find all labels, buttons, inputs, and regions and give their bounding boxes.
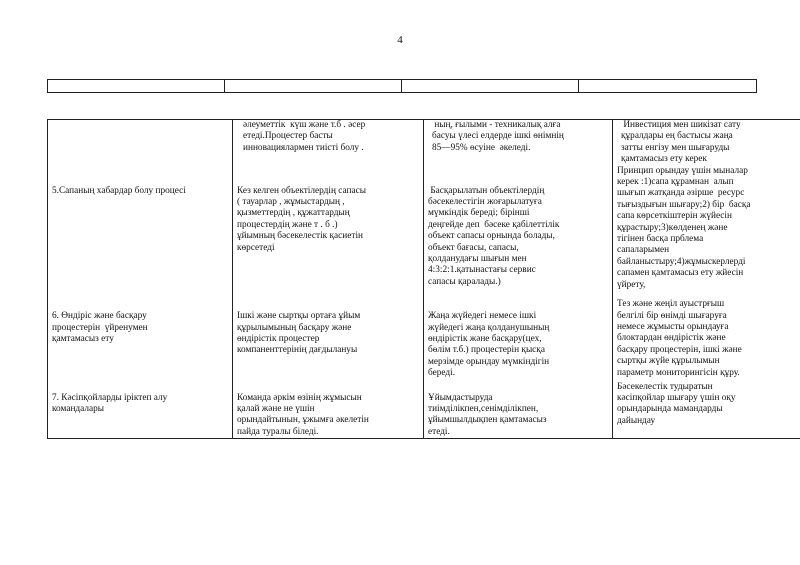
- cell-text-line: Бәсекелестік тудыратын: [617, 381, 713, 392]
- table-cell: [48, 166, 233, 291]
- cell-text-line: Ішкі және сыртқы ортаға ұйым: [237, 311, 361, 322]
- cell-text-line: құралдары ең бастысы жаңа: [621, 131, 733, 142]
- cell-text-line: объект сапасы орнында болады,: [428, 231, 555, 242]
- cell-text-line: жүйедегі жаңа қолданушының: [428, 322, 550, 333]
- cell-text-line: объект бағасы, сапасы,: [428, 242, 519, 253]
- cell-text-line: дайындау: [617, 415, 656, 426]
- cell-text-line: Жаңа жүйедегі немесе ішкі: [428, 311, 537, 322]
- cell-text-line: пайда туралы біледі.: [237, 426, 319, 437]
- table-row: [48, 120, 800, 166]
- table-cell: [613, 380, 800, 439]
- cell-text-line: Тез және жеңіл ауыстрғыш: [617, 299, 725, 310]
- cell-text-line: басуы үлесі елдерде ішкі өнімнің: [432, 131, 564, 142]
- cell-text-line: орындайтынын, ұжымға әкелетін: [237, 415, 369, 426]
- cell-text-line: өндірістік процестер: [237, 333, 320, 344]
- table-cell: [424, 380, 613, 439]
- cell-text-line: командалары: [52, 403, 105, 414]
- content-table: [47, 119, 800, 439]
- cell-text-line: тығыздығын шығару;2) бір басқа: [617, 199, 751, 210]
- cell-text-line: шығып жатқанда әзірше ресурс: [617, 188, 745, 199]
- cell-text-line: қамтамасыз ету керек: [621, 154, 707, 165]
- table-cell: [233, 380, 424, 439]
- cell-text-line: немесе жұмысты орындауға: [617, 321, 729, 332]
- cell-text-line: Инвестиция мен шикізат сату: [621, 120, 741, 130]
- cell-text-line: бөлім т.б.) процестерін қысқа: [428, 345, 545, 356]
- cell-text-line: тігінен басқа прблема: [617, 234, 704, 245]
- table-cell: [233, 120, 424, 166]
- cell-text-line: қолданудағы шығын мен: [428, 254, 527, 265]
- table-cell: [613, 120, 800, 166]
- cell-text-line: параметр мониторингісін құру.: [617, 367, 740, 378]
- table-cell: [424, 291, 613, 379]
- cell-text-line: етеді.: [428, 426, 450, 437]
- cell-text-line: өндірістік және басқару(цех,: [428, 333, 542, 344]
- cell-text-line: деңгейде деп бәсеке қабілеттілік: [428, 219, 560, 230]
- cell-text-line: мүмкіндік береді; бірінші: [428, 208, 530, 219]
- header-cell: [402, 80, 579, 93]
- cell-text-line: Ұйымдастыруда: [428, 392, 493, 403]
- cell-text-line: белгілі бір өнімді шығаруға: [617, 310, 727, 321]
- cell-text-line: ( тауарлар , жұмыстардың ,: [237, 197, 345, 208]
- cell-text-line: компаненттерінің дағдылануы: [237, 345, 358, 356]
- cell-text-line: әлеуметтік күш және т.б . әсер: [243, 120, 366, 130]
- header-cell: [48, 80, 225, 93]
- cell-text-line: 4:3:2:1.қатынастағы сервис: [428, 265, 536, 276]
- table-cell: [613, 166, 800, 291]
- cell-text-line: тиімділікпен,сенімділікпен,: [428, 403, 539, 414]
- cell-text-line: басқару процестерін, ішкі және: [617, 344, 742, 355]
- cell-text-line: Команда әркім өзінің жұмысын: [237, 392, 362, 403]
- cell-text-line: Кез келген объектілердің сапасы: [237, 185, 366, 196]
- cell-text-line: сапамен қамтамасыз ету жйесін: [617, 268, 744, 279]
- cell-text-line: Принцип орындау үшін мыналар: [617, 165, 748, 176]
- cell-text-line: орындарында мамандарды: [617, 404, 723, 415]
- table-cell: [613, 291, 800, 379]
- cell-text-line: байланыстыру;4)жұмыскерлерді: [617, 256, 746, 267]
- table-row: [48, 291, 800, 379]
- cell-text-line: етеді.Процестер басты: [243, 131, 333, 142]
- cell-text-line: қамтамасыз ету: [52, 333, 114, 344]
- cell-text-line: қызметтердің , құжаттардың: [237, 208, 350, 219]
- page-number: 4: [397, 34, 403, 46]
- cell-text-line: сыртқы жүйе құрылымын: [617, 356, 720, 367]
- cell-text-line: бәсекелестігін жоғарылатуға: [428, 197, 542, 208]
- header-cell: [579, 80, 757, 93]
- cell-text-line: 7. Кәсіпқойларды іріктеп алу: [52, 392, 168, 403]
- cell-text-line: береді.: [428, 368, 456, 379]
- header-cell: [225, 80, 402, 93]
- table-cell: [48, 120, 233, 166]
- cell-text-line: ұйымшылдықпен қамтамасыз: [428, 415, 547, 426]
- cell-text-line: құрастыру;3)көлденең және: [617, 222, 728, 233]
- cell-text-line: процестерін үйренумен: [52, 322, 148, 333]
- cell-text-line: сапа көрсеткіштерін жүйесін: [617, 211, 732, 222]
- table-row: [48, 380, 800, 439]
- table-row: [48, 166, 800, 291]
- cell-text-line: процестердің және т . б .): [237, 219, 338, 230]
- cell-text-line: ұйымның бәсекелестік қасиетін: [237, 231, 364, 242]
- table-cell: [48, 291, 233, 379]
- cell-text-line: мерзімде орындау мүмкіндігін: [428, 356, 550, 367]
- table-cell: [233, 166, 424, 291]
- cell-text-line: керек :1)сапа құрамнан алып: [617, 177, 734, 188]
- cell-text-line: блоктардан өндірістік және: [617, 333, 726, 344]
- cell-text-line: құрылымының басқару және: [237, 322, 352, 333]
- cell-text-line: 6. Өндіріс және басқару: [52, 311, 147, 322]
- cell-text-line: затты енгізу мен шығаруды: [621, 142, 730, 153]
- cell-text-line: үйрету,: [617, 279, 646, 290]
- cell-text-line: көрсетеді: [237, 242, 275, 253]
- cell-text-line: инновациялармен тиісті болу .: [243, 142, 364, 153]
- table-cell: [48, 380, 233, 439]
- table-cell: [233, 291, 424, 379]
- cell-text-line: сапаларымен: [617, 245, 670, 256]
- table-cell: [424, 120, 613, 166]
- cell-text-line: 5.Сапаның хабардар болу процесі: [52, 185, 186, 196]
- cell-text-line: қалай және не үшін: [237, 403, 315, 414]
- header-table: [47, 79, 757, 93]
- cell-text-line: Басқарылатын объектілердің: [428, 185, 545, 196]
- cell-text-line: сапасы қаралады.): [428, 276, 501, 287]
- table-cell: [424, 166, 613, 291]
- cell-text-line: 85—95% өсуіне әкеледі.: [432, 142, 531, 153]
- cell-text-line: ның, ғылыми - техникалық алға: [432, 120, 561, 130]
- cell-text-line: кәсіпқойлар шығару үшін оқу: [617, 392, 736, 403]
